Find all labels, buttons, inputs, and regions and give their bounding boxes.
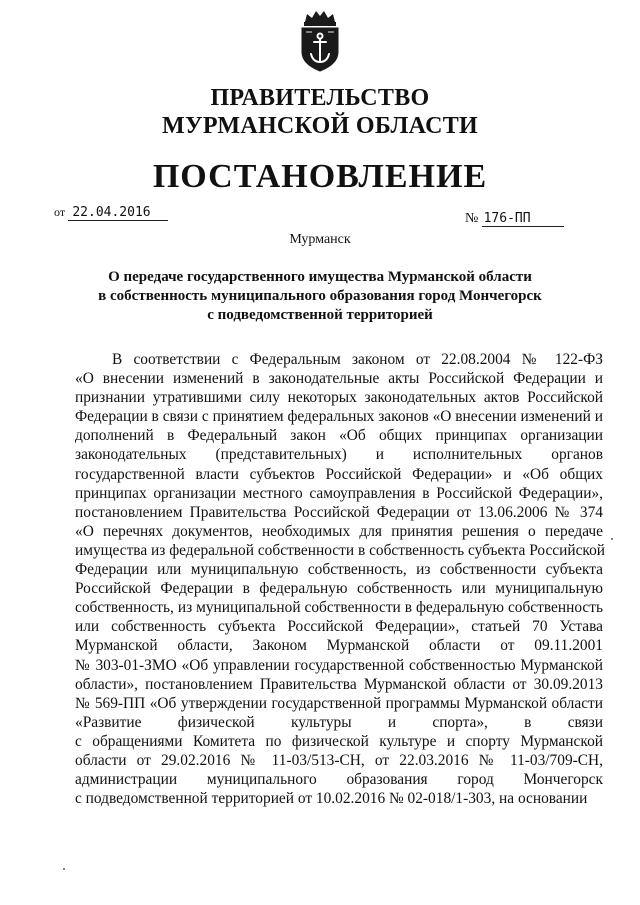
body-line: области», постановлением Правительства Мурманской области от 30.09.2013: [75, 675, 603, 693]
subject-line: в собственность муниципального образования город Мончегорск: [98, 288, 542, 304]
subject-line: с подведомственной территорией: [207, 307, 433, 323]
body-line: государственной власти субъектов Российской Федерации» и «Об общих: [75, 465, 603, 483]
document-subject: [0, 268, 640, 325]
government-title-line1: ПРАВИТЕЛЬСТВО: [210, 85, 430, 111]
body-line: администрации муниципального образования город Мончегорск: [75, 771, 603, 789]
murmansk-coat-of-arms-icon: [295, 10, 345, 72]
body-line: с обращениями Комитета по физической культуре и спорту Мурманской: [75, 732, 603, 750]
scan-speck: [63, 868, 65, 870]
number-value: 176-ПП: [482, 211, 564, 227]
number-label: №: [465, 211, 479, 226]
body-line: принципах организации местного самоуправления в Российской Федерации»,: [75, 484, 603, 502]
document-date: [54, 204, 168, 221]
document-number: [465, 210, 564, 227]
document-type-title: ПОСТАНОВЛЕНИЕ: [152, 158, 488, 195]
government-title-line2: МУРМАНСКОЙ ОБЛАСТИ: [162, 113, 478, 139]
body-line: области от 29.02.2016 № 11-03/513-СН, от 22.03.2016 № 11-03/709-СН,: [75, 751, 603, 769]
body-line: В соответствии с Федеральным законом от 22.08.2004 № 122-ФЗ: [112, 351, 603, 368]
body-line: Федерации или муниципальную собственность, из собственности субъекта: [75, 561, 603, 579]
body-line: постановлением Правительства Российской Федерации от 13.06.2006 № 374: [75, 503, 603, 521]
body-line: Федерации в связи с принятием федеральных законов «О внесении изменений и: [75, 408, 603, 426]
body-line: собственность, из муниципальной собственности в федеральную собственность: [75, 599, 603, 617]
body-line: законодательных (представительных) и исполнительных органов: [75, 446, 603, 464]
date-label: от: [54, 205, 66, 219]
body-line: № 303-01-ЗМО «Об управлении государственной собственностью Мурманской: [75, 656, 603, 674]
document-city: Мурманск: [289, 232, 351, 247]
body-line: «О перечнях документов, необходимых для принятия решения о передаче: [75, 522, 603, 540]
body-line: № 569-ПП «Об утверждении государственной программы Мурманской области: [75, 694, 603, 712]
body-line: или собственность субъекта Российской Федерации», статьей 70 Устава: [75, 618, 603, 636]
body-line: признании утратившими силу некоторых законодательных актов Российской: [75, 389, 603, 407]
body-line: с подведомственной территорией от 10.02.2016 № 02-018/1-303, на основании: [75, 790, 588, 808]
body-line: Российской Федерации в федеральную собственность или муниципальную: [75, 580, 603, 598]
body-line: Мурманской области, Законом Мурманской области от 09.11.2001: [75, 637, 603, 655]
body-line: имущества из федеральной собственности в собственность субъекта Российской: [75, 541, 606, 559]
document-body: [75, 350, 606, 808]
date-value: 22.04.2016: [68, 205, 168, 221]
scan-speck: [611, 538, 613, 540]
body-line: дополнений в Федеральный закон «Об общих принципах организации: [75, 427, 603, 445]
body-line: «О внесении изменений в законодательные акты Российской Федерации и: [75, 370, 603, 388]
body-line: «Развитие физической культуры и спорта», в связи: [75, 713, 603, 731]
subject-line: О передаче государственного имущества Мурманской области: [108, 269, 532, 285]
